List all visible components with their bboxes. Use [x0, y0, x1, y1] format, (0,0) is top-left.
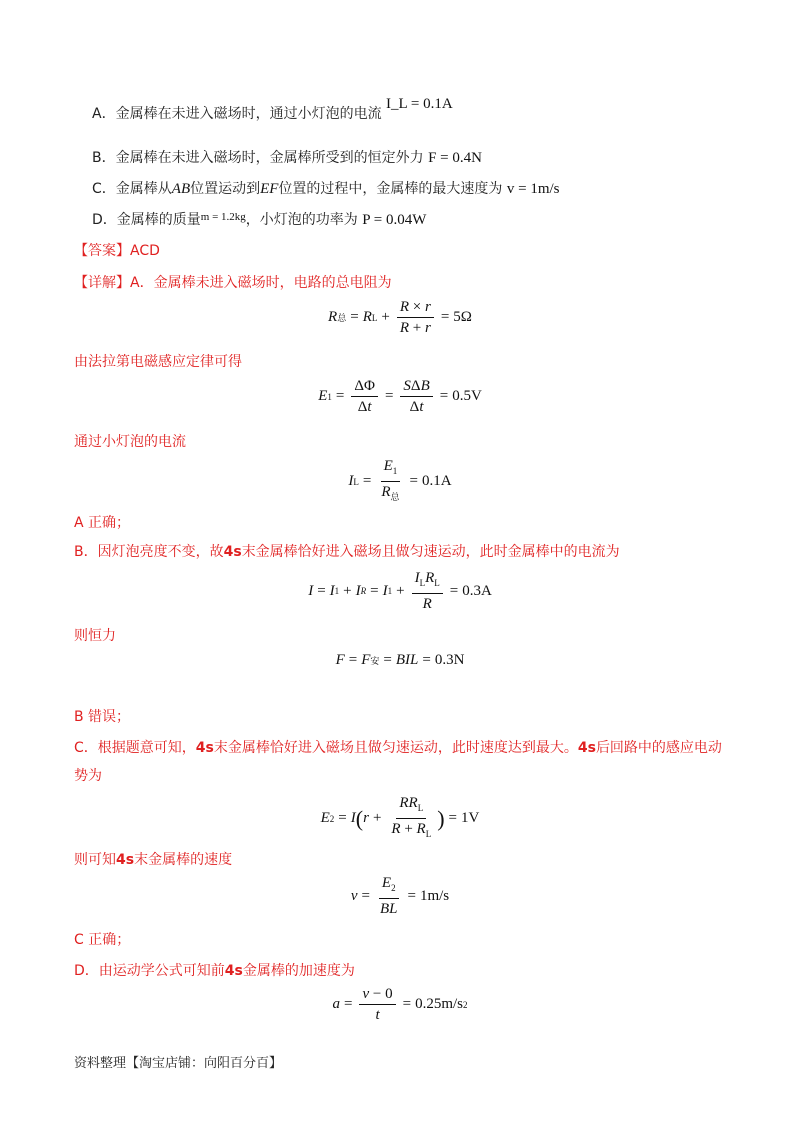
answer-line — [74, 241, 160, 261]
i-result: 0.3A — [462, 582, 492, 599]
equation-a: a = $\frac{v - 0}{t}$ = 0.25m/s 2 — [332, 986, 468, 1023]
detail-b-intro — [74, 542, 620, 562]
option-a-math: I_L = 0.1A — [386, 96, 453, 112]
d-intro-post: 金属棒的加速度为 — [242, 963, 355, 979]
r-total-result: 5Ω — [453, 309, 472, 325]
option-d-label: D． — [92, 212, 117, 228]
option-c — [92, 179, 560, 199]
equation-e1: E 1 = $\frac{\Delta\Phi}{\Delta t}$ = $\frac{\text{SΔB}}{\Delta t}$ = 0.5V — [318, 378, 482, 415]
equation-f: F = F 安 = BIL = 0.3N — [335, 652, 465, 668]
c-intro-4s-a: 4s — [195, 740, 214, 756]
detail-b-wrong: B 错误； — [74, 709, 131, 725]
option-a-text: 金属棒在未进入磁场时，通过小灯泡的电流 — [115, 106, 382, 122]
equation-i: I = I 1 + I R = I 1 + $\frac{I_LR_L}{R}$ = 0.3A — [308, 570, 492, 612]
v-result: 1m/s — [419, 887, 450, 904]
e1-result: 0.5V — [452, 388, 482, 404]
option-c-label: C． — [92, 181, 116, 197]
answer-value: ACD — [130, 243, 160, 259]
c-intro-pre: C．根据题意可知， — [74, 740, 196, 756]
option-c-text-pre: 金属棒从 — [115, 181, 172, 197]
option-c-ef: EF — [260, 181, 279, 197]
option-b-label: B． — [92, 150, 116, 166]
b-intro-4s: 4s — [223, 544, 242, 560]
option-d-math: P = 0.04W — [362, 212, 427, 228]
velocity-pre: 则可知 — [74, 852, 116, 868]
detail-c-intro-line2: 势为 — [74, 768, 102, 784]
velocity-4s: 4s — [116, 852, 135, 868]
option-c-text-mid: 位置运动到 — [190, 181, 261, 197]
detail-c-correct: C 正确； — [74, 932, 131, 948]
detail-faraday: 由法拉第电磁感应定律可得 — [74, 354, 242, 370]
option-c-ab: AB — [171, 181, 191, 197]
equation-il: I L = $\frac{E_1}{R_总}$ = 0.1A — [348, 458, 452, 502]
equation-v: v = $\frac{E_2}{BL}$ = 1m/s — [350, 875, 450, 917]
option-d-mass: m = 1.2kg — [200, 211, 246, 223]
d-intro-pre: D．由运动学公式可知前 — [74, 963, 225, 979]
option-c-math: v = 1m/s — [506, 181, 560, 197]
f-result: 0.3N — [434, 652, 465, 668]
velocity-post: 末金属棒的速度 — [134, 852, 233, 868]
option-d-text-pre: 金属棒的质量 — [116, 212, 201, 228]
detail-intro — [74, 273, 392, 293]
equation-e2: E 2 = I ( r + $\frac{RR_L}{R + R_L}$ ) = 1V — [320, 795, 480, 839]
option-a — [92, 96, 453, 124]
e2-result: 1V — [461, 810, 480, 826]
option-b — [92, 148, 482, 168]
b-intro-post: 末金属棒恰好进入磁场且做匀速运动，此时金属棒中的电流为 — [241, 544, 620, 560]
option-d — [92, 210, 426, 231]
option-a-label: A． — [92, 106, 116, 122]
option-d-text-post: ，小灯泡的功率为 — [245, 212, 358, 228]
detail-force: 则恒力 — [74, 628, 116, 644]
d-intro-4s: 4s — [224, 963, 243, 979]
option-b-math: F = 0.4N — [428, 150, 482, 166]
detail-a-correct: A 正确； — [74, 515, 131, 531]
detail-current: 通过小灯泡的电流 — [74, 434, 186, 450]
detail-d-intro — [74, 961, 355, 981]
b-intro-pre: B．因灯泡亮度不变，故 — [74, 544, 224, 560]
a-result: 0.25m/s — [415, 996, 463, 1012]
option-b-text: 金属棒在未进入磁场时，金属棒所受到的恒定外力 — [115, 150, 424, 166]
detail-velocity — [74, 850, 232, 870]
detail-a-intro: A．金属棒未进入磁场时，电路的总电阻为 — [130, 275, 392, 291]
option-c-text-post: 位置的过程中，金属棒的最大速度为 — [278, 181, 503, 197]
il-result: 0.1A — [422, 473, 452, 489]
detail-label: 【详解】 — [74, 275, 130, 291]
equation-r-total: R 总 = R L + $\frac{R \times r}{R + r}$ = 5Ω — [328, 299, 472, 336]
c-intro-4s-b: 4s — [577, 740, 596, 756]
c-intro-post: 后回路中的感应电动 — [595, 740, 722, 756]
answer-label: 【答案】 — [74, 243, 130, 259]
c-intro-mid: 末金属棒恰好进入磁场且做匀速运动，此时速度达到最大。 — [213, 740, 578, 756]
detail-c-intro — [74, 738, 722, 758]
footer-text: 资料整理【淘宝店铺：向阳百分百】 — [74, 1056, 283, 1071]
